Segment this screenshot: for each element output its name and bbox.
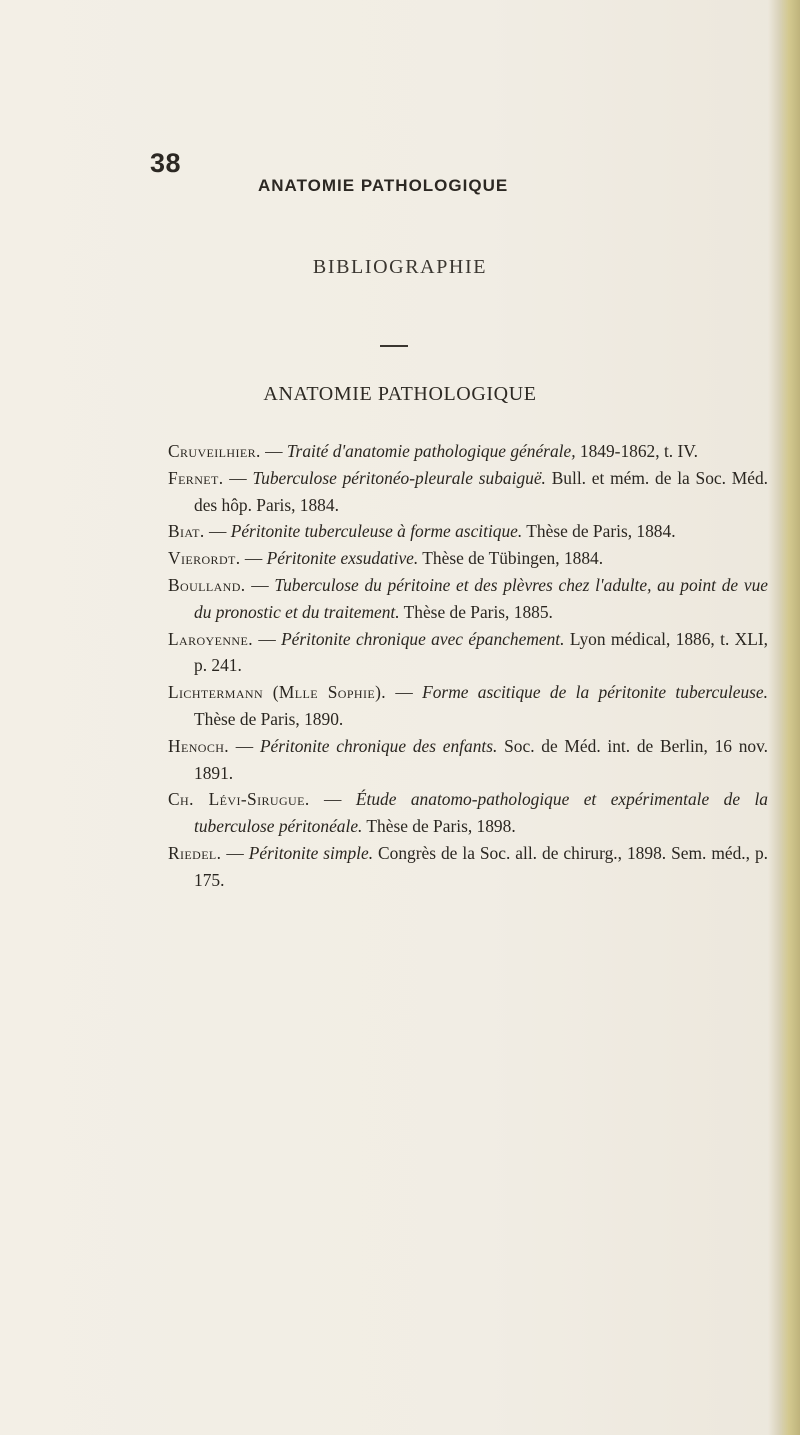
entry-details: 1849-1862, t. IV. bbox=[575, 441, 698, 461]
entry-title: Traité d'anatomie pathologique générale, bbox=[286, 441, 576, 461]
entry-separator: — bbox=[204, 521, 231, 542]
section-title: ANATOMIE PATHOLOGIQUE bbox=[263, 383, 537, 405]
entry-details: Thèse de Paris, 1885. bbox=[399, 601, 553, 622]
entry-separator: — bbox=[229, 735, 260, 756]
entry-title: Péritonite chronique avec épanchement. bbox=[281, 628, 565, 649]
entry-separator: — bbox=[309, 789, 356, 810]
entry-separator: — bbox=[221, 842, 249, 863]
entry-author: Boulland. bbox=[168, 574, 246, 595]
bibliography-entry bbox=[168, 840, 768, 894]
bibliography-list bbox=[168, 438, 768, 894]
bibliography-entry bbox=[168, 786, 768, 840]
bibliography-entry bbox=[168, 518, 768, 545]
entry-title: Péritonite exsudative. bbox=[266, 548, 419, 569]
bibliography-entry bbox=[168, 438, 768, 465]
entry-author: Biat. bbox=[168, 521, 205, 542]
running-head: ANATOMIE PATHOLOGIQUE bbox=[258, 176, 509, 195]
bibliography-entry bbox=[168, 545, 768, 572]
entry-author: Riedel. bbox=[168, 842, 222, 863]
bibliography-entry bbox=[168, 465, 768, 519]
entry-author: Henoch. bbox=[168, 735, 230, 756]
bibliography-entry bbox=[168, 733, 768, 787]
entry-title: Péritonite chronique des enfants. bbox=[259, 735, 498, 756]
entry-author: Cruveilhier. bbox=[168, 441, 261, 461]
bibliography-title: BIBLIOGRAPHIE bbox=[312, 256, 488, 278]
entry-author: Ch. Lévi-Sirugue. bbox=[168, 789, 310, 810]
entry-separator: — bbox=[386, 682, 423, 703]
bibliography-entry bbox=[168, 572, 768, 626]
entry-title: Forme ascitique de la péritonite tuberculeuse. bbox=[422, 682, 768, 703]
entry-details: Thèse de Paris, 1884. bbox=[522, 521, 676, 542]
entry-title: Péritonite tuberculeuse à forme ascitique. bbox=[230, 521, 523, 542]
entry-author: Fernet. bbox=[168, 467, 224, 488]
entry-separator: — bbox=[223, 467, 253, 488]
entry-separator: — bbox=[245, 574, 275, 595]
entry-author: Vierordt. bbox=[168, 548, 241, 569]
entry-author: Lichtermann (Mlle Sophie). bbox=[168, 682, 387, 703]
page-number: 38 bbox=[150, 148, 182, 178]
separator-dash bbox=[380, 345, 408, 347]
page-binding-edge bbox=[768, 0, 800, 1435]
entry-separator: — bbox=[260, 441, 287, 461]
entry-details: Bull. et mém. de la Soc. Méd. des hôp. Paris, 1884. bbox=[194, 467, 768, 515]
entry-details: Soc. de Méd. int. de Berlin, 16 nov. 1891. bbox=[194, 735, 769, 783]
bibliography-entry bbox=[168, 626, 768, 680]
bibliography-entry bbox=[168, 679, 768, 733]
entry-details: Thèse de Paris, 1898. bbox=[362, 816, 516, 837]
entry-author: Laroyenne. bbox=[168, 628, 253, 649]
entry-details: Thèse de Paris, 1890. bbox=[194, 708, 344, 729]
entry-title: Péritonite simple. bbox=[248, 842, 374, 863]
entry-title: Étude anatomo-pathologique et expérimentale de la tuberculose péritonéale. bbox=[194, 789, 768, 837]
entry-separator: — bbox=[240, 548, 267, 569]
entry-details: Thèse de Tübingen, 1884. bbox=[418, 548, 604, 569]
entry-title: Tuberculose péritonéo-pleurale subaiguë. bbox=[252, 467, 546, 488]
entry-title: Tuberculose du péritoine et des plèvres chez l'adulte, au point de vue du pronostic et du traitement. bbox=[194, 574, 768, 622]
entry-separator: — bbox=[252, 628, 282, 649]
entry-details: Congrès de la Soc. all. de chirurg., 1898. Sem. méd., p. 175. bbox=[194, 842, 768, 890]
entry-details: Lyon médical, 1886, t. XLI, p. 241. bbox=[194, 628, 768, 676]
